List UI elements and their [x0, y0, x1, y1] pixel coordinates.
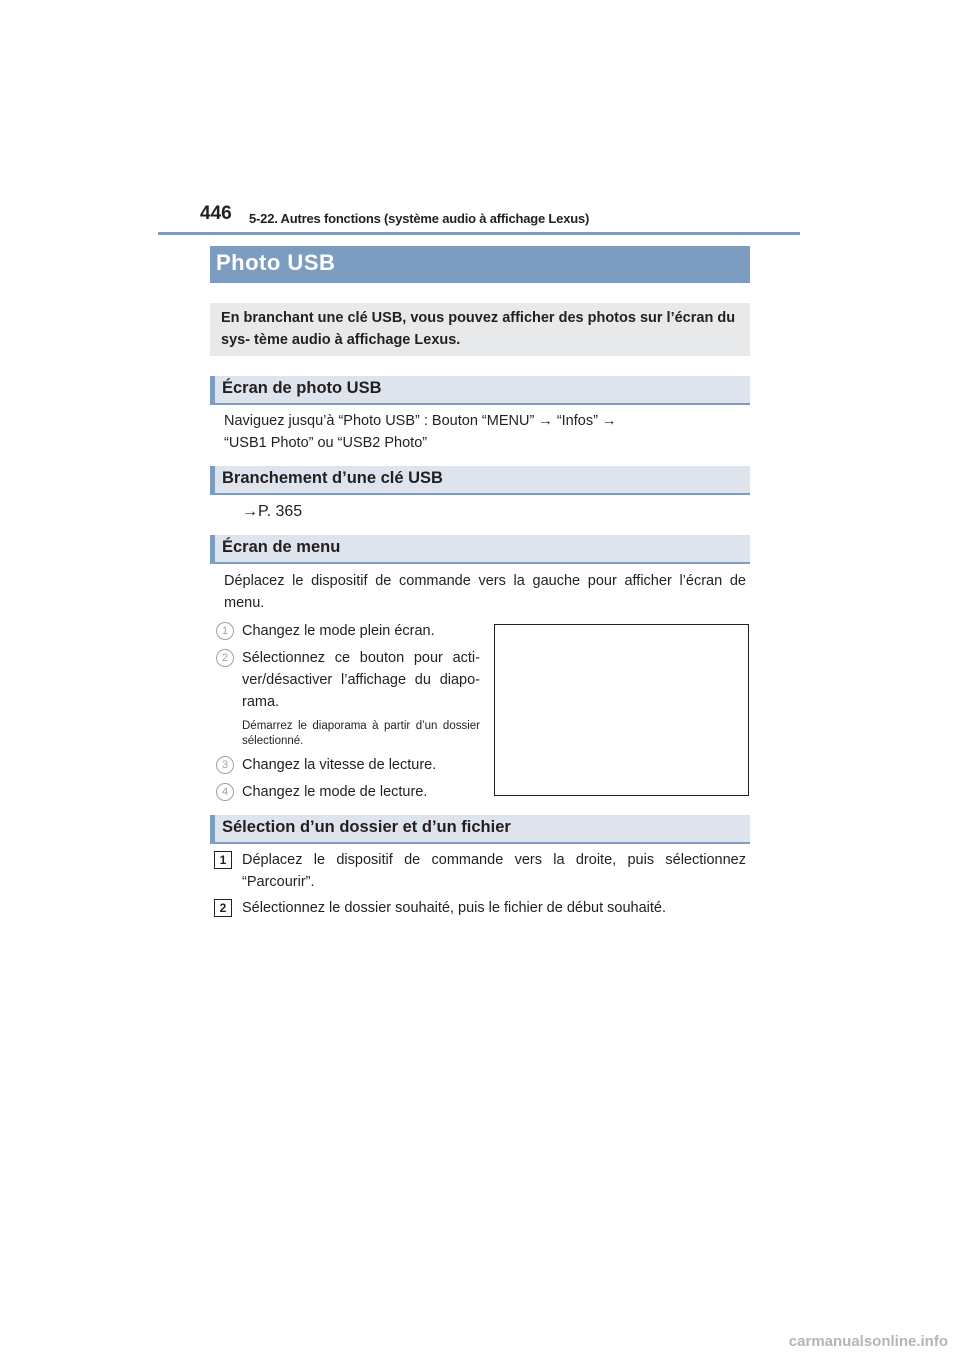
callout-number-3: 3	[216, 756, 234, 774]
page-title: Photo USB	[216, 250, 336, 275]
menu-item-text: Changez le mode plein écran.	[242, 623, 435, 639]
watermark	[660, 1328, 960, 1358]
menu-item-note: Démarrez le diaporama à partir d’un dossier sélectionné.	[242, 720, 480, 747]
section-heading-text: Écran de photo USB	[222, 379, 382, 397]
section-heading-ecran-menu	[210, 535, 750, 564]
navigation-path-line2: “USB1 Photo” ou “USB2 Photo”	[224, 435, 428, 451]
menu-item-text: Sélectionnez ce bouton pour acti- ver/désactiver l’affichage du diapo- rama.	[242, 650, 480, 710]
section-heading-selection	[210, 815, 750, 844]
step-text: Sélectionnez le dossier souhaité, puis le fichier de début souhaité.	[242, 900, 666, 916]
page-reference: →P. 365	[242, 503, 303, 520]
page-number: 446	[200, 203, 232, 224]
step-number-2: 2	[214, 899, 232, 917]
callout-number-4: 4	[216, 783, 234, 801]
menu-description: Déplacez le dispositif de commande vers la gauche pour afficher l’écran de menu.	[224, 573, 746, 611]
chapter-title: 5-22. Autres fonctions (système audio à affichage Lexus)	[249, 211, 590, 226]
header-rule	[158, 232, 800, 235]
intro-text: En branchant une clé USB, vous pouvez afficher des photos sur l’écran du sys- tème audio à affichage Lexus.	[221, 310, 736, 348]
menu-item-text: Changez le mode de lecture.	[242, 784, 428, 800]
callout-number-1: 1	[216, 622, 234, 640]
section-heading-branchement	[210, 466, 750, 495]
step-number-1: 1	[214, 851, 232, 869]
section-heading-text: Branchement d’une clé USB	[222, 469, 443, 487]
menu-item-text: Changez la vitesse de lecture.	[242, 757, 437, 773]
intro-box	[210, 303, 750, 356]
page-title-bar	[210, 246, 750, 283]
watermark-text: carmanualsonline.info	[788, 1333, 948, 1350]
step-text: Déplacez le dispositif de commande vers la droite, puis sélectionnez “Parcourir”.	[242, 852, 746, 890]
navigation-path-line1: Naviguez jusqu’à “Photo USB” : Bouton “MENU” → “Infos” →	[224, 413, 617, 429]
menu-screen-image	[494, 624, 749, 796]
section-heading-text: Écran de menu	[222, 538, 341, 556]
section-heading-ecran-photo	[210, 376, 750, 405]
section-heading-text: Sélection d’un dossier et d’un fichier	[222, 818, 511, 836]
callout-number-2: 2	[216, 649, 234, 667]
